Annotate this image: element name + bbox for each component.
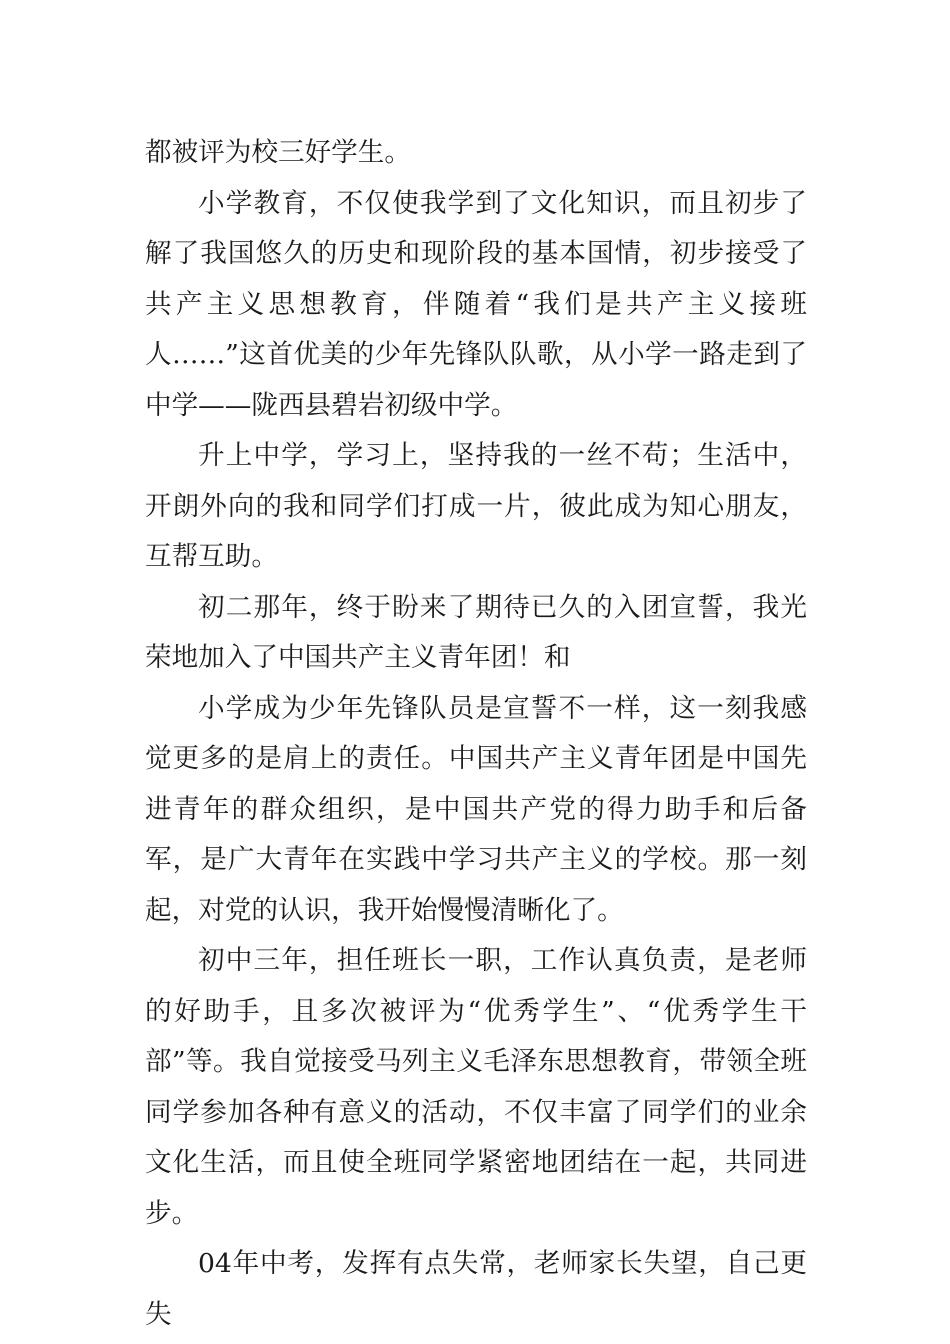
paragraph-1: 都被评为校三好学生。: [145, 137, 411, 168]
paragraph-4: 初二那年，终于盼来了期待已久的入团宣誓，我光荣地加入了中国共产主义青年团！和: [145, 591, 807, 673]
paragraph-6: 初中三年，担任班长一职，工作认真负责，是老师的好助手，且多次被评为“优秀学生”、“优秀学生干部”等。我自觉接受马列主义毛泽东思想教育，带领全班同学参加各种有意义的活动，不仅丰富了同学们的业余文化生活，而且使全班同学紧密地团结在一起，共同进步。: [145, 945, 807, 1229]
paragraph-3: 升上中学，学习上，坚持我的一丝不苟；生活中，开朗外向的我和同学们打成一片，彼此成为知心朋友，互帮互助。: [145, 440, 807, 572]
paragraph-5: 小学成为少年先锋队员是宣誓不一样，这一刻我感觉更多的是肩上的责任。中国共产主义青年团是中国先进青年的群众组织，是中国共产党的得力助手和后备军，是广大青年在实践中学习共产主义的学校。那一刻起，对党的认识，我开始慢慢清晰化了。: [145, 692, 807, 926]
document-body: [145, 128, 807, 1340]
paragraph-2: 小学教育，不仅使我学到了文化知识，而且初步了解了我国悠久的历史和现阶段的基本国情，初步接受了共产主义思想教育，伴随着“我们是共产主义接班人……”这首优美的少年先锋队队歌，从小学一路走到了中学——陇西县碧岩初级中学。: [145, 187, 807, 421]
paragraph-7: 04年中考，发挥有点失常，老师家长失望，自己更失: [145, 1248, 807, 1330]
